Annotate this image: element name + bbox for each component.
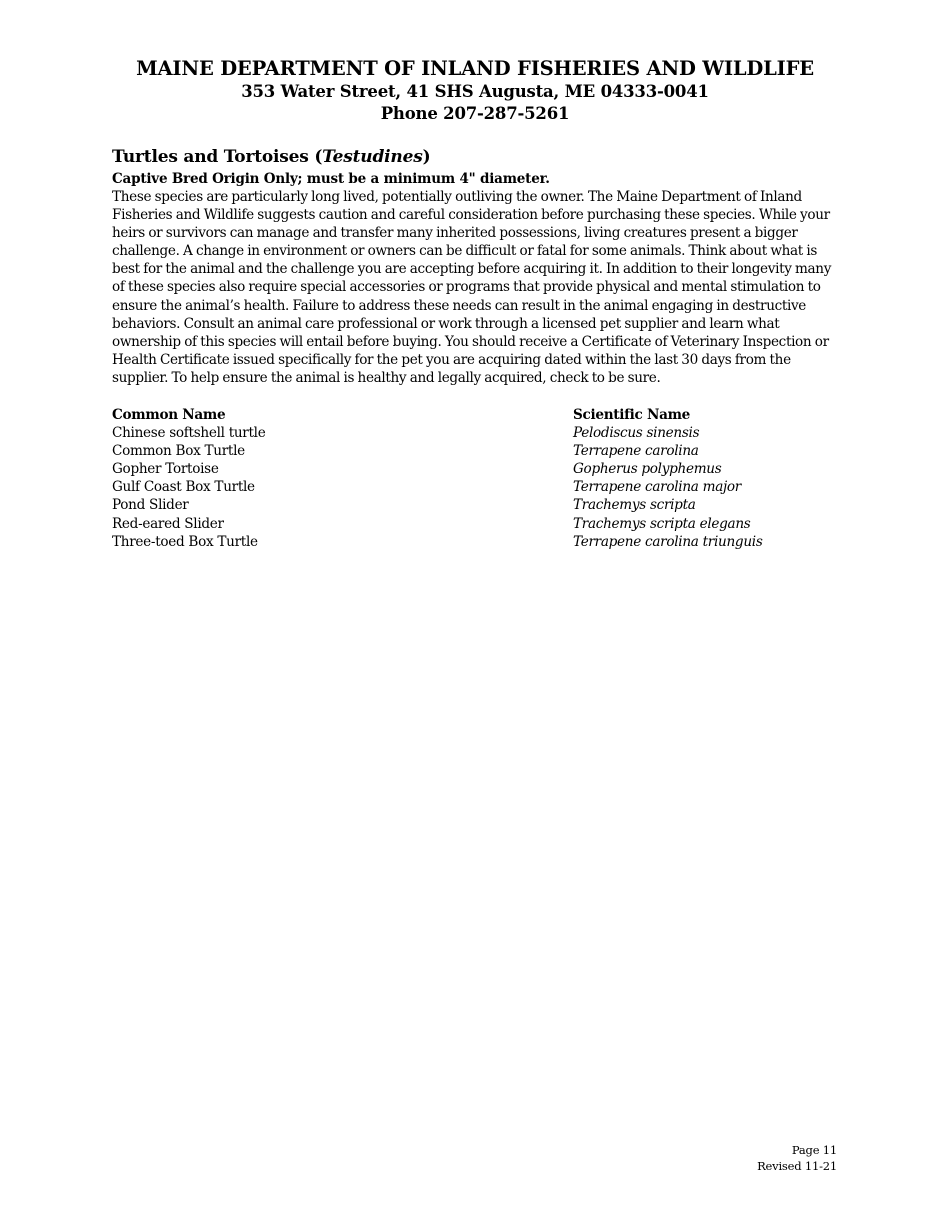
scientific-name-cell: Terrapene carolina [573, 443, 699, 460]
section-title-prefix: Turtles and Tortoises ( [112, 147, 323, 167]
scientific-name-header: Scientific Name [573, 407, 691, 423]
page-footer [757, 1143, 837, 1174]
section-title-suffix: ) [422, 147, 431, 167]
table-row [112, 515, 842, 533]
scientific-name-cell: Terrapene carolina major [573, 479, 741, 496]
species-table [112, 406, 842, 551]
organization-name: MAINE DEPARTMENT OF INLAND FISHERIES AND WILDLIFE [136, 57, 814, 80]
scientific-name-cell: Trachemys scripta elegans [573, 515, 751, 532]
common-name-cell: Red-eared Slider [112, 515, 224, 532]
organization-address: 353 Water Street, 41 SHS Augusta, ME 04333-0041 [241, 82, 709, 101]
common-name-cell: Gulf Coast Box Turtle [112, 479, 255, 496]
revision-date: Revised 11-21 [757, 1158, 837, 1173]
section-subtitle: Captive Bred Origin Only; must be a minimum 4" diameter. [112, 171, 550, 187]
section-content [112, 146, 842, 387]
common-name-cell: Pond Slider [112, 497, 189, 514]
section-body-paragraph: These species are particularly long lived, potentially outliving the owner. The Maine Department of Inland Fisheries and Wildlife suggests caution and careful consideration before purchasing these species. While your heirs or survivors can manage and transfer many inherited possessions, living creatures present a bigger challenge. A change in environment or owners can be difficult or fatal for some animals. Think about what is best for the animal and the challenge you are accepting before acquiring it. In addition to their longevity many of these species also require special accessories or programs that provide physical and mental stimulation to ensure the animal’s health. Failure to address these needs can result in the animal engaging in destructive behaviors. Consult an animal care professional or work through a licensed pet supplier and learn what ownership of this species will entail before buying. You should receive a Certificate of Veterinary Inspection or Health Certificate issued specifically for the pet you are acquiring dated within the last 30 days from the supplier. To help ensure the animal is healthy and legally acquired, check to be sure. [112, 189, 832, 386]
organization-phone: Phone 207-287-5261 [380, 104, 570, 123]
common-name-cell: Three-toed Box Turtle [112, 533, 258, 550]
scientific-name-cell: Pelodiscus sinensis [573, 425, 700, 442]
section-title [112, 146, 842, 168]
section-title-taxon: Testudines [322, 147, 423, 167]
table-row [112, 496, 842, 514]
scientific-name-cell: Terrapene carolina triunguis [573, 533, 763, 550]
common-name-cell: Gopher Tortoise [112, 461, 219, 478]
scientific-name-cell: Trachemys scripta [573, 497, 696, 514]
table-row [112, 478, 842, 496]
table-row [112, 533, 842, 551]
species-table-header-row [112, 406, 842, 424]
page-number: Page 11 [791, 1143, 837, 1157]
common-name-cell: Common Box Turtle [112, 443, 245, 460]
document-header [0, 57, 950, 125]
common-name-cell: Chinese softshell turtle [112, 425, 266, 442]
common-name-header: Common Name [112, 407, 226, 423]
table-row [112, 460, 842, 478]
table-row [112, 424, 842, 442]
table-row [112, 442, 842, 460]
scientific-name-cell: Gopherus polyphemus [573, 461, 722, 478]
